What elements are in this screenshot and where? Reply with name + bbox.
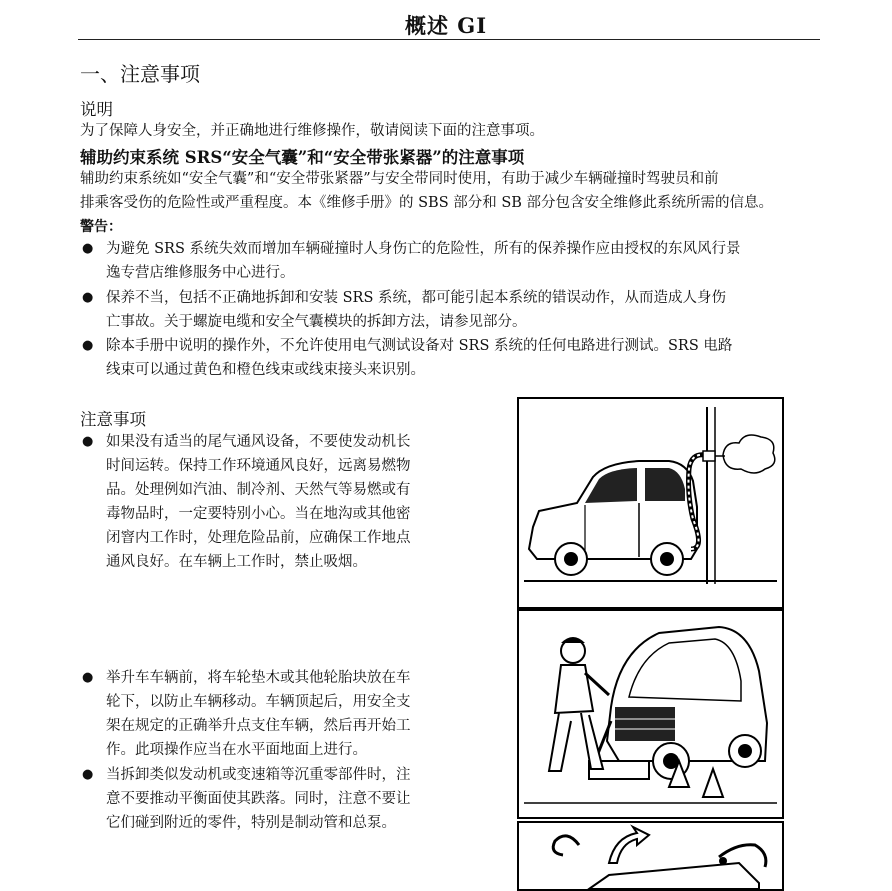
explain-heading: 说明 bbox=[80, 100, 113, 119]
bullet-icon: ● bbox=[82, 670, 94, 685]
precaution-line: 当拆卸类似发动机或变速箱等沉重零部件时，注 bbox=[106, 767, 411, 783]
precaution-line: 它们碰到附近的零件，特别是制动管和总泵。 bbox=[106, 815, 396, 831]
warning-item bbox=[80, 237, 741, 285]
precaution-line: 架在规定的正确举升点支住车辆，然后再开始工 bbox=[106, 718, 411, 734]
precaution-item bbox=[80, 666, 411, 762]
precaution-line: 品。处理例如汽油、制冷剂、天然气等易燃或有 bbox=[106, 482, 411, 498]
section-title: 一、注意事项 bbox=[80, 62, 200, 86]
precaution-line: 举升车车辆前，将车轮垫木或其他轮胎块放在车 bbox=[106, 670, 411, 686]
warning-line: 线束可以通过黄色和橙色线束或线束接头来识别。 bbox=[106, 362, 425, 378]
bullet-icon: ● bbox=[82, 338, 94, 353]
page-header-title: 概述 GI bbox=[404, 13, 488, 38]
warning-line: 亡事故。关于螺旋电缆和安全气囊模块的拆卸方法，请参见部分。 bbox=[106, 314, 527, 330]
precaution-line: 闭窨内工作时，处理危险品前，应确保工作地点 bbox=[106, 530, 411, 546]
warning-item bbox=[80, 334, 732, 382]
precaution-line: 意不要推动平衡面使其跌落。同时，注意不要让 bbox=[106, 791, 411, 807]
bullet-icon: ● bbox=[82, 241, 94, 256]
precaution-line: 作。此项操作应当在水平面地面上进行。 bbox=[106, 742, 367, 758]
warning-line: 为避免 SRS 系统失效而增加车辆碰撞时人身伤亡的危险性，所有的保养操作应由授权的东风风行景 bbox=[106, 241, 741, 257]
warning-line: 除本手册中说明的操作外，不允许使用电气测试设备对 SRS 系统的任何电路进行测试。SRS 电路 bbox=[106, 338, 733, 354]
precaution-line: 通风良好。在车辆上工作时，禁止吸烟。 bbox=[106, 554, 367, 570]
vehicle-lifting-illustration bbox=[517, 609, 784, 819]
exhaust-ventilation-illustration bbox=[517, 397, 784, 609]
precaution-line: 毒物品时，一定要特别小心。当在地沟或其他密 bbox=[106, 506, 411, 522]
precaution-item bbox=[80, 430, 411, 574]
explain-text: 为了保障人身安全，并正确地进行维修操作，敬请阅读下面的注意事项。 bbox=[80, 123, 544, 139]
warning-label: 警告： bbox=[80, 219, 122, 235]
bullet-icon: ● bbox=[82, 434, 94, 449]
header-divider bbox=[78, 39, 820, 40]
srs-text-line1: 辅助约束系统如“安全气囊”和“安全带张紧器”与安全带同时使用，有助于减少车辆碰撞时驾驶员和前 bbox=[80, 171, 719, 187]
precautions-heading: 注意事项 bbox=[80, 410, 146, 429]
precaution-line: 时间运转。保持工作环境通风良好，远离易燃物 bbox=[106, 458, 411, 474]
precaution-line: 轮下，以防止车辆移动。车辆顶起后，用安全支 bbox=[106, 694, 411, 710]
precaution-item bbox=[80, 763, 411, 835]
heavy-component-illustration bbox=[517, 821, 784, 891]
warning-line: 逸专营店维修服务中心进行。 bbox=[106, 265, 295, 281]
warning-item bbox=[80, 286, 726, 334]
srs-text-line2: 排乘客受伤的危险性或严重程度。本《维修手册》的 SBS 部分和 SB 部分包含安全维修此系统所需的信息。 bbox=[80, 195, 774, 211]
precaution-line: 如果没有适当的尾气通风设备，不要使发动机长 bbox=[106, 434, 411, 450]
bullet-icon: ● bbox=[82, 767, 94, 782]
warning-line: 保养不当，包括不正确地拆卸和安装 SRS 系统，都可能引起本系统的错误动作，从而造成人身伤 bbox=[106, 290, 726, 306]
srs-heading: 辅助约束系统 SRS“安全气囊”和“安全带张紧器”的注意事项 bbox=[80, 148, 525, 167]
bullet-icon: ● bbox=[82, 290, 94, 305]
